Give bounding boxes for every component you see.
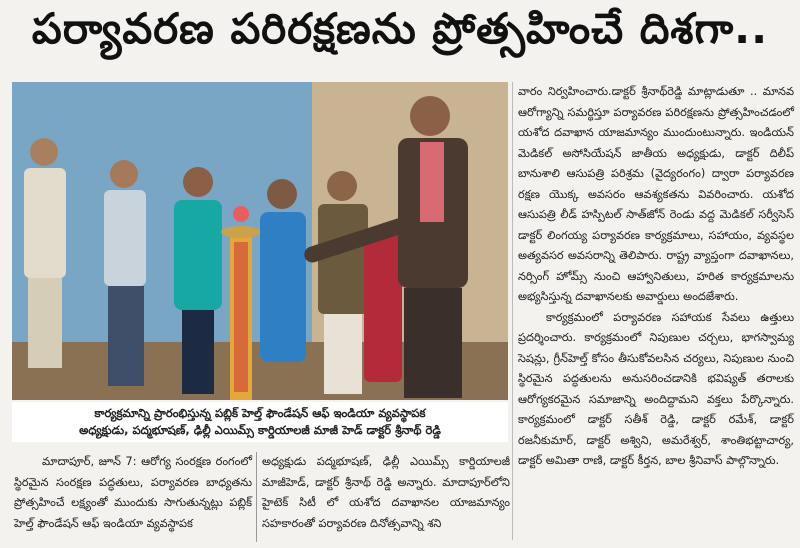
article-left-column bbox=[14, 452, 252, 534]
caption-line-1: కార్యక్రమాన్ని ప్రారంభిస్తున్న పబ్లిక్ హెల్త్ ఫౌండేషన్ ఆఫ్ ఇండియా వ్యవస్థాపక bbox=[94, 406, 426, 420]
article-middle-column bbox=[262, 452, 510, 534]
middle-paragraph: అధ్యక్షుడు పద్మభూషణ్, ఢిల్లీ ఎయిమ్స్ కార్డియాలజీ మాజీహెడ్, డాక్టర్ శ్రీనాథ్ రెడ్డి అన్నారు. మాదాపూర్‌లోని హైటెక్ సిటీ లో యశోద దవాఖానల యాజమాన్యం సహకారంతో పర్యావరణ దినోత్సవాన్ని శని bbox=[262, 455, 510, 530]
left-paragraph: మాదాపూర్, జూన్ 7: ఆరోగ్య సంరక్షణ రంగంలో స్థిరమైన సంరక్షణ పద్ధతులు, పర్యావరణ బాధ్యతను ప్రోత్సహించే లక్ష్యంతో ముందుకు సాగుతున్నట్లు పబ్లిక్ హెల్త్ ఫౌండేషన్ ఆఫ్ ఇండియా వ్యవస్థాపక bbox=[14, 455, 252, 530]
article-right-column bbox=[518, 82, 794, 472]
photo-caption bbox=[12, 402, 508, 442]
right-paragraph-2: కార్యక్రమంలో పర్యావరణ సహాయక సేవలు ఉత్తులు ప్రదర్శించారు. కార్యక్రమంలో నిపుణుల చర్చలు, భాగస్వామ్య సెషన్లు, గ్రీన్‌హెల్త్ కోసం తీసుకోవలసిన చర్యలు, నిపుణుల నుంచి స్థిరమైన పద్ధతులను అనుసరించడానికి భవిష్యత్ తరాలకు ఆరోగ్యకరమైన సమాజాన్ని అందిద్దామని వక్తలు పేర్కొన్నారు. కార్యక్రమంలో డాక్టర్ సతీశ్ రెడ్డి, డాక్టర్ రమేశ్, డాక్టర్ రజనీకుమార్, డాక్టర్ అశ్విని, అమరేశ్వర్, శాంతిభట్టాచార్య, డాక్టర్ అమితా రాణి, డాక్టర్ కీర్తన, బాల శ్రీనివాస్ పాల్గొన్నారు. bbox=[518, 310, 794, 467]
column-divider-bottom bbox=[256, 452, 257, 542]
right-paragraph-1: వారం నిర్వహించారు.డాక్టర్ శ్రీనాథ్‌రెడ్డి మాట్లాడుతూ .. మానవ ఆరోగ్యాన్ని సమర్థిస్తూ పర్యావరణ పరిరక్షణను ప్రోత్సహించడంలో యశోద దవాఖాన యాజమాన్యం ముందుంటున్నారు. ఇండియన్ మెడికల్ అసోసియేషన్ జాతీయ అధ్యక్షుడు, డాక్టర్ దిలీప్ బానుశాలి ఆసుపత్రి పరిశ్రమ (వైద్యరంగం) ద్వారా పర్యావరణ రక్షణ యొక్క అవసరం ఆవశ్యకతను వివరించారు. యశోద ఆసుపత్రి లీడ్ హస్పిటల్ సాత్‌జోన్ రెండు వద్ద మెడికల్ సర్వీసెస్ డాక్టర్ లింగయ్య పర్యావరణ కార్యక్రమాలు, సహాయం, వ్యవస్థల అత్యవసర అవసరాన్ని తెలిపారు. రాష్ట్ర వ్యాప్తంగా దవాఖానలు, నర్సింగ్ హోమ్స్ నుంచి ఆహ్వానితులు, హరిత కార్యక్రమాలను అభ్యసిస్తున్న దవాఖానలకు అవార్డులు అందజేశారు. bbox=[518, 85, 794, 303]
event-photo-illustration bbox=[12, 82, 508, 400]
headline: పర్యావరణ పరిరక్షణను ప్రోత్సహించే దిశగా.. bbox=[31, 4, 769, 53]
event-photo bbox=[12, 82, 508, 400]
column-divider-right bbox=[512, 82, 513, 540]
caption-line-2: అధ్యక్షుడు, పద్మభూషణ్, ఢిల్లీ ఎయిమ్స్ కార్డియాలజీ మాజీ హెడ్ డాక్టర్ శ్రీనాథ్ రెడ్డి bbox=[79, 423, 441, 437]
